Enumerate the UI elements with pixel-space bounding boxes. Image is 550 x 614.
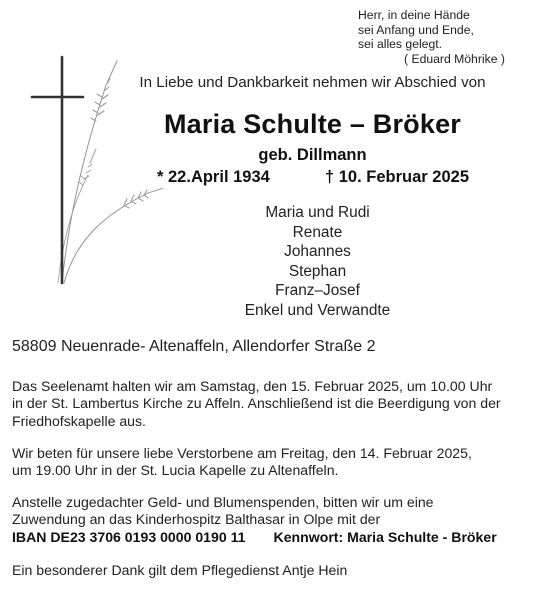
quote-line-3: sei alles gelegt. (358, 37, 443, 52)
quote-author: ( Eduard Möhrike ) (404, 51, 505, 66)
mourner-item: Maria und Rudi (265, 204, 370, 221)
quote-line-1: Herr, in deine Hände (358, 8, 470, 22)
mourner-item: Franz–Josef (275, 282, 360, 300)
mourner-item: Johannes (284, 243, 351, 261)
maiden-name: geb. Dillmann (258, 146, 367, 164)
deceased-name: Maria Schulte – Bröker (163, 109, 461, 139)
prayer-line: Wir beten für unsere liebe Verstorbene am Freitag, den 14. Februar 2025, (12, 445, 472, 461)
mourner-item: Stephan (288, 262, 347, 280)
quote-line-2: sei Anfang und Ende, (358, 22, 474, 37)
service-line: in der St. Lambertus Kirche zu Affeln. Anschließend ist die Beerdigung von der (12, 395, 501, 412)
thanks-line: Ein besonderer Dank gilt dem Pflegedienst Antje Hein (12, 562, 348, 578)
mourners-list (0, 203, 550, 321)
donation-line: Zuwendung an das Kinderhospitz Balthasar in Olpe mit der (12, 511, 381, 528)
prayer-paragraph (12, 445, 472, 480)
birth-date: * 22.April 1934 (157, 168, 270, 186)
donation-paragraph (12, 494, 497, 546)
prayer-line: um 19.00 Uhr in der St. Lucia Kapelle zu Altenaffeln. (12, 462, 339, 479)
donation-line: Anstelle zugedachter Geld- und Blumenspenden, bitten wir um eine (12, 494, 434, 510)
service-line: Friedhofskapelle aus. (12, 412, 146, 429)
iban: IBAN DE23 3706 0193 0000 0190 11 (12, 528, 246, 545)
poem-quote (358, 8, 505, 66)
service-line: Das Seelenamt halten wir am Samstag, den 15. Februar 2025, um 10.00 Uhr (12, 378, 493, 394)
bank-details (12, 529, 497, 546)
mourner-item: Enkel und Verwandte (244, 301, 391, 319)
family-address: 58809 Neuenrade- Altenaffeln, Allendorfer Straße 2 (12, 338, 376, 355)
intro-text: In Liebe und Dankbarkeit nehmen wir Abschied von (139, 74, 486, 91)
donation-keyword: Kennwort: Maria Schulte - Bröker (273, 528, 497, 545)
service-paragraph (12, 378, 501, 430)
death-date: † 10. Februar 2025 (325, 168, 470, 186)
mourner-item: Renate (292, 223, 343, 241)
